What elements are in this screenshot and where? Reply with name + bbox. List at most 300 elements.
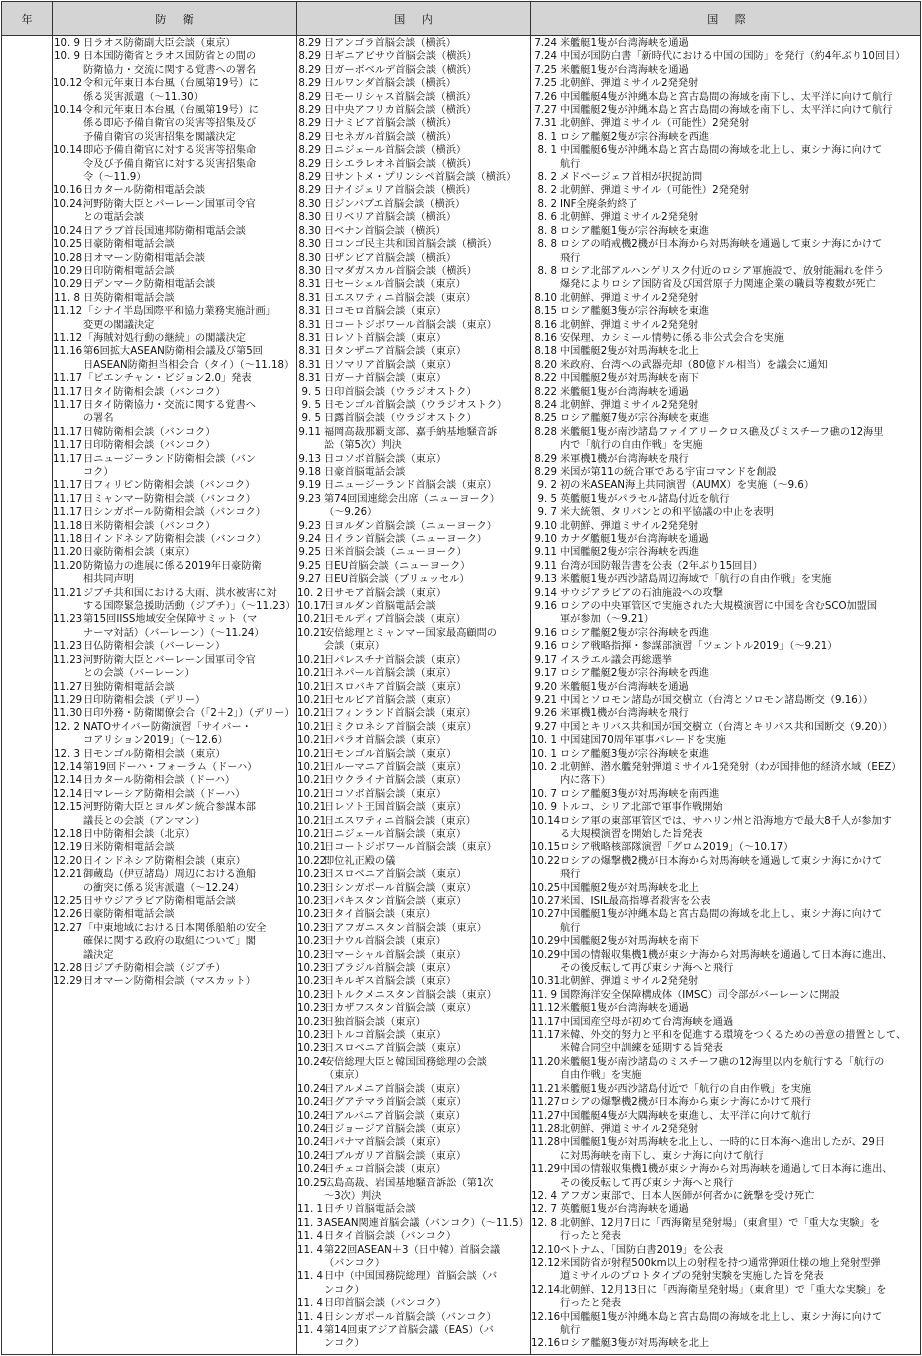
entry-date <box>531 922 560 935</box>
table-row <box>53 627 296 640</box>
entry-text: 日カタール防衛相電話会談 <box>83 185 206 197</box>
table-row <box>53 962 296 975</box>
entry-text: 北朝鮮、弾道ミサイル2発発射 <box>560 399 699 411</box>
entry-text: 日ジンバブエ首脳会談（横浜） <box>324 198 466 210</box>
entry-text: 北朝鮮、弾道ミサイル（可能性）2発発射 <box>560 185 750 197</box>
entry-date: 11. 1 <box>297 1204 323 1216</box>
table-row <box>297 1244 530 1257</box>
entry-text: の署名 <box>83 413 114 425</box>
entry-text: 日ラオス防衛副大臣会談（東京） <box>83 38 236 49</box>
entry-date: 11.18 <box>53 534 83 546</box>
entry-date: 8.20 <box>534 359 557 371</box>
entry-date: 10.21 <box>297 748 327 760</box>
entry-date <box>297 1190 324 1203</box>
entry-text: 「ビエンチャン・ビジョン2.0」発表 <box>83 373 252 385</box>
entry-text: 日シンガポール防衛相会談（バンコク） <box>83 507 266 519</box>
entry-date: 10.22 <box>531 855 561 867</box>
entry-date: 12.12 <box>531 1257 561 1269</box>
header-domestic: 国内 <box>297 2 531 36</box>
entry-date: 9.11 <box>298 426 321 438</box>
entry-date <box>297 640 324 653</box>
table-row <box>53 761 296 774</box>
entry-text: 米韓、外交的努力と平和を促進する環境をつくるための善意の措置として、 <box>560 1030 907 1042</box>
entry-date: 10.21 <box>297 614 327 626</box>
table-row <box>531 654 921 667</box>
table-row <box>53 198 296 211</box>
entry-date: 9.11 <box>534 560 557 572</box>
entry-text: 日セーシェル首脳会談（東京） <box>324 279 466 291</box>
entry-text: 中国艦艇2隻が対馬海峡を南下 <box>560 936 699 948</box>
entry-text: NATOサイバー防衛演習「サイバー・ <box>83 721 252 733</box>
entry-text: 日デンマーク防衛相電話会談 <box>83 279 216 291</box>
entry-date: 10.21 <box>297 802 327 814</box>
table-row <box>531 399 921 412</box>
table-row <box>297 1297 530 1310</box>
table-row <box>531 211 921 224</box>
table-row <box>297 439 530 452</box>
table-row <box>53 801 296 814</box>
entry-text: の衝突に係る災害派遣（～12.24） <box>83 882 245 894</box>
entry-text: 日アルバニア首脳会談（東京） <box>324 1110 466 1122</box>
entry-text: 北朝鮮、弾道ミサイル（可能性）2発発射 <box>560 118 750 130</box>
entry-text: 日タイ防衛相会談（バンコク） <box>83 386 226 398</box>
entry-text: ロシア艦艇2隻が宗谷海峡を西進 <box>560 668 710 680</box>
table-row <box>531 1123 921 1136</box>
table-row <box>297 573 530 586</box>
entry-date: 10.23 <box>297 882 327 894</box>
entry-date: 12. 2 <box>54 721 80 733</box>
table-row <box>297 1042 530 1055</box>
entry-text: 日グアテマラ首脳会談（東京） <box>324 1097 467 1109</box>
entry-date: 10.23 <box>297 1016 327 1028</box>
entry-date: 11.17 <box>53 493 83 505</box>
entry-date: 10.24 <box>297 1150 327 1162</box>
entry-text: 日サウジアラビア防衛相電話会談 <box>83 896 236 907</box>
entry-date: 11.16 <box>53 346 83 358</box>
entry-date: 10.28 <box>53 252 83 264</box>
table-row <box>297 989 530 1002</box>
table-row <box>531 91 921 104</box>
entry-date: 10.21 <box>297 788 327 800</box>
table-row <box>297 949 530 962</box>
table-row <box>531 600 921 613</box>
table-row <box>297 748 530 761</box>
entry-date: 12. 3 <box>54 748 80 760</box>
entry-text: する国際緊急援助活動（ジブチ）」（～11.23） <box>83 601 296 613</box>
table-row <box>531 975 921 988</box>
table-row <box>297 1257 530 1270</box>
entry-text: る大規模演習を開始した旨発表 <box>560 828 703 840</box>
table-row <box>531 801 921 814</box>
international-column <box>531 36 921 1354</box>
table-row <box>531 131 921 144</box>
table-row <box>297 1284 530 1297</box>
entry-date: 9.25 <box>298 560 321 572</box>
entry-date: 8.29 <box>298 78 321 90</box>
entry-date: 12.29 <box>53 976 83 988</box>
table-row <box>53 975 296 988</box>
entry-text: 北朝鮮、弾道ミサイル2発発射 <box>560 212 699 224</box>
table-row <box>297 1016 530 1029</box>
table-row <box>297 533 530 546</box>
table-row <box>53 667 296 680</box>
entry-text: 日リベリア首脳会談（横浜） <box>324 212 457 224</box>
entry-date: 8.28 <box>534 426 557 438</box>
table-row <box>297 627 530 640</box>
entry-text: 日ギニアビサウ首脳会談（横浜） <box>324 51 477 63</box>
entry-text: 日印防衛相電話会談 <box>83 265 175 277</box>
table-row <box>531 265 921 278</box>
table-row <box>531 694 921 707</box>
entry-date: 9.21 <box>534 694 557 706</box>
entry-text: ロシア艦艇3隻が宗谷海峡を東進 <box>560 306 710 318</box>
entry-date: 9.17 <box>534 654 557 666</box>
entry-date: 8. 2 <box>537 185 557 197</box>
entry-date: 10.21 <box>297 761 327 773</box>
entry-date: 11.17 <box>53 426 83 438</box>
entry-date: 12. 7 <box>531 1204 557 1216</box>
table-row <box>53 332 296 345</box>
table-row <box>297 1190 530 1203</box>
table-row <box>53 788 296 801</box>
table-row <box>531 386 921 399</box>
table-row <box>297 1337 530 1350</box>
table-row <box>531 828 921 841</box>
entry-date: 9.13 <box>534 574 557 586</box>
entry-text: 日ソマリア首脳会談（東京） <box>324 359 457 371</box>
entry-date: 8.29 <box>298 91 321 103</box>
entry-text: 日コモロ首脳会談（東京） <box>324 306 447 318</box>
entry-text: アフガン東部で、日本人医師が何者かに銃撃を受け死亡 <box>560 1190 815 1202</box>
entry-text: 日アフガニスタン首脳会談（東京） <box>324 922 487 934</box>
entry-date <box>297 506 324 519</box>
entry-date: 10.27 <box>531 896 561 907</box>
entry-date <box>531 278 560 291</box>
table-row <box>531 868 921 881</box>
entry-text: 河野防衛大臣とバーレーン国軍司令官 <box>83 654 256 666</box>
entry-date: 10. 9 <box>54 51 80 63</box>
table-row <box>531 774 921 787</box>
table-row <box>297 466 530 479</box>
table-row <box>53 278 296 291</box>
entry-text: 日ヨルダン首脳会談（ニューヨーク） <box>324 520 497 532</box>
entry-date: 11. 4 <box>297 1325 323 1336</box>
entry-text: 日中央アフリカ首脳会談（横浜） <box>324 105 477 117</box>
entry-text: 中国艦艇6隻が沖縄本島と宮古島間の海域を北上し、東シナ海に向けて <box>560 145 883 157</box>
table-row <box>297 77 530 90</box>
entry-date: 10.14 <box>531 815 561 827</box>
entry-text: 日モンゴル首脳会談（ウラジオストク） <box>324 399 508 411</box>
table-row <box>297 426 530 439</box>
table-row <box>531 895 921 908</box>
entry-text: 英艦艇1隻が台湾海峡を通過 <box>560 1204 689 1216</box>
entry-text: 中国が国防白書「新時代における中国の国防」を発行（約4年ぶり10回目） <box>560 51 906 63</box>
entry-text: 中国とキリバス共和国が国交樹立（台湾とキリバス共和国断交（9.20）） <box>560 721 893 733</box>
year-column <box>2 36 53 1354</box>
table-row <box>531 962 921 975</box>
table-row <box>531 1230 921 1243</box>
table-row <box>53 506 296 519</box>
entry-date <box>53 131 83 144</box>
table-row <box>531 1083 921 1096</box>
entry-text: 日エスワティニ首脳会談（東京） <box>324 815 476 827</box>
table-row <box>53 64 296 77</box>
entry-text: ジブチ共和国における大雨、洪水被害に対 <box>83 587 277 599</box>
table-row <box>531 788 921 801</box>
entry-text: 日豪防衛相会談（東京） <box>83 547 196 559</box>
table-row <box>297 654 530 667</box>
entry-text: 軍が参加（～9.21） <box>560 614 654 626</box>
entry-date: 9. 5 <box>537 493 557 505</box>
entry-text: 日インドネシア防衛相会談（東京） <box>83 855 246 867</box>
table-row <box>531 1270 921 1283</box>
entry-date: 12.14 <box>53 761 83 773</box>
entry-text: 日レソト王国首脳会談（東京） <box>324 802 467 814</box>
table-row <box>53 50 296 63</box>
entry-text: 日ザンビア首脳会談（横浜） <box>324 252 457 264</box>
entry-text: 中国艦艇2隻が対馬海峡を北上 <box>560 882 699 894</box>
entry-date: 10.23 <box>297 922 327 934</box>
entry-text: 日モーリシャス首脳会談（横浜） <box>324 91 477 103</box>
entry-date: 9. 5 <box>301 386 321 398</box>
table-row <box>531 292 921 305</box>
entry-date: 7.24 <box>534 38 557 49</box>
entry-text: 日独防衛相電話会談 <box>83 681 175 693</box>
entry-text: 中国艦艇4隻が大隅海峡を東進し、太平洋に向けて航行 <box>560 1110 811 1122</box>
entry-text: 第19回ドーハ・フォーラム（ドーハ） <box>83 761 258 773</box>
entry-date: 11.27 <box>531 1110 561 1122</box>
table-row <box>53 908 296 921</box>
entry-date: 9.23 <box>298 493 321 505</box>
entry-date: 10.24 <box>297 1110 327 1122</box>
table-row <box>531 1163 921 1176</box>
table-row <box>297 453 530 466</box>
entry-date: 12.14 <box>531 1284 561 1296</box>
entry-text: 日ヨルダン首脳電話会談 <box>324 601 436 613</box>
entry-text: 日サントメ・プリンシペ首脳会談（横浜） <box>324 172 517 184</box>
entry-text: 北朝鮮、弾道ミサイル2発発射 <box>560 292 699 304</box>
table-row <box>297 238 530 251</box>
entry-date: 10.21 <box>297 721 327 733</box>
entry-text: との電話会談 <box>83 212 145 224</box>
table-row <box>53 439 296 452</box>
table-row <box>531 613 921 626</box>
entry-date: 10.29 <box>531 949 561 961</box>
table-row <box>531 1311 921 1324</box>
table-row <box>531 184 921 197</box>
header-defense: 防衛 <box>53 2 297 36</box>
entry-date <box>53 882 83 895</box>
entry-text: 中国艦艇4隻が沖縄本島と宮古島間の海域を南下し、太平洋に向けて航行 <box>560 91 893 103</box>
entry-date <box>531 1042 560 1055</box>
table-row <box>53 681 296 694</box>
entry-date: 11.17 <box>53 373 83 385</box>
entry-date: 11.28 <box>531 1123 561 1135</box>
table-row <box>53 211 296 224</box>
entry-date: 10.24 <box>297 1056 327 1068</box>
entry-text: ンコク） <box>324 1284 365 1296</box>
entry-date: 9.27 <box>298 574 321 586</box>
entry-text: 米艦艇1隻が南沙諸島のミスチーフ礁の12海里以内を航行する「航行の <box>560 1056 885 1068</box>
entry-text: 日レソト首脳会談（東京） <box>324 332 447 344</box>
table-row <box>53 171 296 184</box>
entry-date: 7.26 <box>534 91 557 103</box>
entry-date: 7.31 <box>534 118 557 130</box>
entry-date: 11.28 <box>531 1137 561 1149</box>
table-row <box>53 949 296 962</box>
entry-text: 日ナミビア首脳会談（横浜） <box>324 118 457 130</box>
table-row <box>531 1042 921 1055</box>
table-row <box>297 386 530 399</box>
entry-text: 英艦艇1隻がパラセル諸島付近を航行 <box>560 493 730 505</box>
entry-date: 10.23 <box>297 869 327 881</box>
entry-text: 北朝鮮、12月13日に「西海衛星発射場」（東倉里）で「重大な実験」を <box>560 1284 887 1296</box>
entry-text: 日キルギス首脳会談（東京） <box>324 976 457 988</box>
entry-text: ンコク） <box>324 1338 365 1350</box>
entry-text: 日ガーボベルデ首脳会談（横浜） <box>324 64 477 76</box>
entry-date: 9.11 <box>534 547 557 559</box>
entry-text: 第22回ASEAN＋3（日中韓）首脳会議 <box>324 1244 501 1256</box>
table-row <box>297 171 530 184</box>
entry-date: 10.21 <box>297 681 327 693</box>
entry-text: 日パレスチナ首脳会談（東京） <box>324 654 467 666</box>
entry-text: 自由作戦」を実施 <box>560 1070 642 1082</box>
table-row <box>297 305 530 318</box>
entry-date: 10.14 <box>53 105 83 117</box>
entry-text: 米軍機1機が台湾海峡を飛行 <box>560 453 689 465</box>
entry-text: 北朝鮮、弾道ミサイル2発発射 <box>560 78 699 90</box>
entry-text: コク） <box>83 467 114 478</box>
table-row <box>297 882 530 895</box>
entry-date: 11.30 <box>53 708 83 720</box>
entry-text: 米艦艇1隻が台湾海峡を通過 <box>560 386 689 398</box>
entry-text: 日豪首脳電話会談 <box>324 467 406 478</box>
table-row <box>297 184 530 197</box>
entry-text: 米軍機1機が台湾海峡を飛行 <box>560 708 689 720</box>
entry-text: 中国艦艇2隻が対馬海峡を南下 <box>560 373 699 385</box>
table-row <box>53 117 296 130</box>
entry-text: INF全廃条約終了 <box>560 198 638 210</box>
entry-text: 日セネガル首脳会談（横浜） <box>324 131 457 143</box>
entry-text: 米艦艇1隻が台湾海峡を通過 <box>560 64 689 76</box>
entry-text: 内に落下） <box>560 775 611 787</box>
table-row <box>53 238 296 251</box>
entry-date: 9.27 <box>534 721 557 733</box>
table-row <box>297 158 530 171</box>
table-row <box>297 1177 530 1190</box>
entry-text: 中国艦艇2隻が沖縄本島と宮古島間の海域を南下し、太平洋に向けて航行 <box>560 105 893 117</box>
table-row <box>531 252 921 265</box>
entry-date <box>53 935 83 948</box>
entry-date: 11. 9 <box>531 989 557 1001</box>
entry-text: 航行 <box>560 158 581 170</box>
table-row <box>297 131 530 144</box>
entry-text: 日シエラレオネ首脳会談（横浜） <box>324 158 477 170</box>
table-row <box>531 1110 921 1123</box>
table-row <box>53 453 296 466</box>
entry-date: 9.16 <box>534 627 557 639</box>
entry-date: 12. 4 <box>531 1190 557 1202</box>
table-row <box>297 211 530 224</box>
entry-text: 爆発によりロシア国防省及び国営原子力関連企業の職員等複数が死亡 <box>560 279 876 291</box>
entry-text: カナダ艦艇1隻が台湾海峡を通過 <box>560 534 709 546</box>
entry-date: 8.31 <box>298 359 321 371</box>
entry-date: 10.23 <box>297 909 327 921</box>
entry-text: 令及び予備自衛官に対する災害招集命 <box>83 158 257 170</box>
entry-text: 日タイ首脳会談（バンコク） <box>324 1231 457 1243</box>
entry-text: 日スロバキア首脳会談（東京） <box>324 681 467 693</box>
entry-text: 日カザフスタン首脳会談（東京） <box>324 1003 477 1015</box>
entry-date: 11.17 <box>531 1016 561 1028</box>
table-row <box>297 962 530 975</box>
entry-date: 8.18 <box>534 346 557 358</box>
entry-date: 11.23 <box>53 654 83 666</box>
entry-text: 河野防衛大臣とバーレーン国軍司令官 <box>83 198 256 210</box>
entry-text: 日チリ首脳電話会談 <box>324 1204 416 1216</box>
entry-text: 会談（東京） <box>324 641 386 653</box>
table-row <box>297 1123 530 1136</box>
table-row <box>531 667 921 680</box>
table-row <box>297 1203 530 1216</box>
entry-date <box>531 252 560 265</box>
table-row <box>297 1110 530 1123</box>
table-row <box>53 345 296 358</box>
table-row <box>53 573 296 586</box>
entry-text: ロシア戦略核部隊演習「グロム2019」（～10.17） <box>560 842 794 854</box>
entry-date: 11. 4 <box>297 1244 323 1256</box>
table-row <box>297 868 530 881</box>
table-row <box>53 895 296 908</box>
entry-text: 中国とソロモン諸島が国交樹立（台湾とソロモン諸島断交（9.16）） <box>560 694 874 706</box>
entry-date: 11.17 <box>53 440 83 452</box>
table-row <box>297 493 530 506</box>
table-row <box>297 278 530 291</box>
entry-date: 9.16 <box>534 601 557 613</box>
entry-date: 11.27 <box>531 1097 561 1109</box>
entry-text: 中国国産空母が初めて台湾海峡を通過 <box>560 1016 734 1028</box>
header-year: 年 <box>2 2 53 36</box>
entry-text: 日ブラジル首脳会談（東京） <box>324 963 457 975</box>
entry-text: 日EU首脳会談（ニューヨーク） <box>324 560 471 572</box>
table-row <box>53 815 296 828</box>
entry-date: 9. 5 <box>301 413 321 425</box>
entry-date: 12.14 <box>53 788 83 800</box>
entry-date: 8.10 <box>534 292 557 304</box>
table-row <box>531 855 921 868</box>
table-row <box>53 748 296 761</box>
entry-date: 10.24 <box>297 1083 327 1095</box>
table-row <box>531 734 921 747</box>
entry-date: 11. 4 <box>297 1231 323 1243</box>
table-row <box>531 1029 921 1042</box>
table-row <box>531 949 921 962</box>
entry-date: 12.27 <box>53 922 83 934</box>
entry-text: ロシア艦艇3隻が宗谷海峡を東進 <box>560 748 710 760</box>
entry-date: 9.20 <box>534 681 557 693</box>
entry-text: 中国の情報収集機1機が東シナ海から対馬海峡を通過して日本海に進出、 <box>560 1164 893 1176</box>
entry-date: 8.30 <box>298 252 321 264</box>
entry-text: ロシア艦艇2隻が宗谷海峡を西進 <box>560 131 710 143</box>
entry-date: 9.17 <box>534 668 557 680</box>
entry-text: 米艦艇1隻が西沙諸島付近で「航行の自由作戦」を実施 <box>560 1083 811 1095</box>
entry-text: 行ったと発表 <box>560 1298 622 1310</box>
table-row <box>297 855 530 868</box>
entry-text: 防衛協力・交流に関する覚書への署名 <box>83 64 257 76</box>
table-row <box>53 868 296 881</box>
entry-text: 米韓合同空中訓練を延期する旨発表 <box>560 1043 723 1055</box>
entry-date: 8.29 <box>298 185 321 197</box>
entry-date: 8. 8 <box>537 265 557 277</box>
